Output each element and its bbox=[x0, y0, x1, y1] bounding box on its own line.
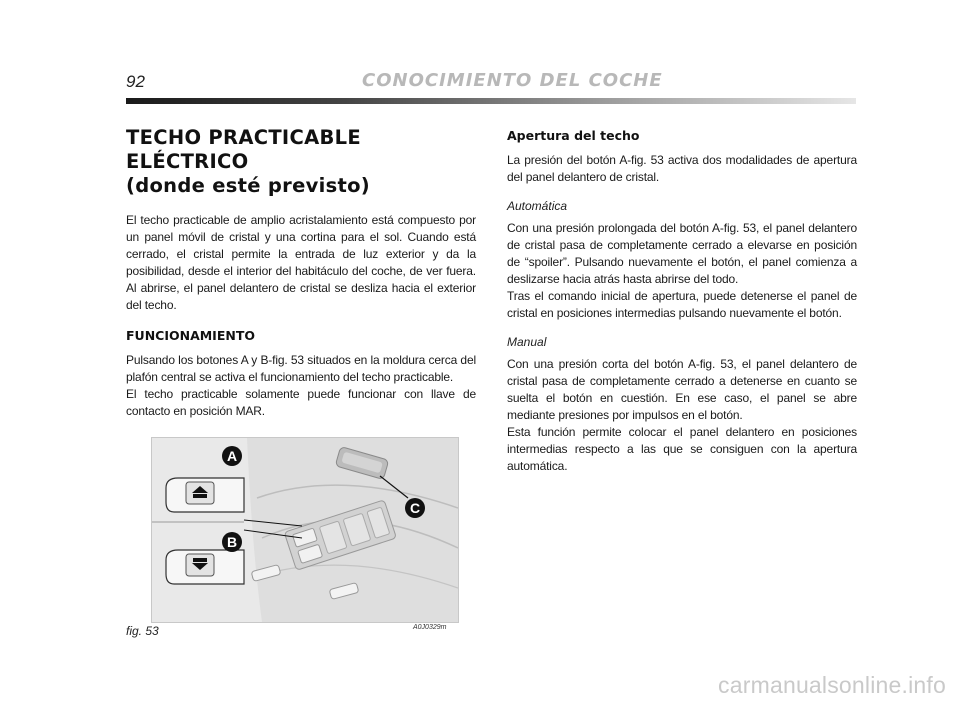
main-title-line1: TECHO PRACTICABLE ELÉCTRICO bbox=[126, 126, 361, 173]
figure-53 bbox=[151, 437, 459, 623]
header-rule bbox=[126, 98, 856, 104]
figure-code: A0J0329m bbox=[413, 624, 447, 631]
label-b-badge bbox=[222, 532, 242, 552]
apertura-paragraph: La presión del botón A-fig. 53 activa dos modalidades de apertura del panel delantero de cristal. bbox=[507, 153, 857, 184]
label-c: C bbox=[409, 500, 421, 516]
label-c-badge bbox=[405, 498, 425, 518]
main-title bbox=[126, 126, 476, 198]
automatica-paragraph-1: Con una presión prolongada del botón A-fig. 53, el panel delantero de cristal pasa de completamente cerrado a elevarse en posición de “spoiler”. Pulsando nuevamente el botón, el panel comienza a deslizarse hacia atrás hasta abrirse del todo. bbox=[507, 221, 857, 286]
manual-heading: Manual bbox=[507, 335, 547, 349]
label-a: A bbox=[226, 448, 238, 464]
intro-paragraph: El techo practicable de amplio acristalamiento está compuesto por un panel móvil de cristal y una cortina para el sol. Cuando está cerrado, el cristal permite la entrada de luz exterior y da la posibilidad, desde el interior del habitáculo del coche, de ver fuera. Al abrirse, el panel delantero de cristal se desliza hacia el exterior del techo. bbox=[126, 213, 476, 312]
figure-caption: fig. 53 bbox=[126, 624, 159, 638]
automatica-heading: Automática bbox=[507, 199, 568, 213]
label-b: B bbox=[226, 534, 238, 550]
watermark: carmanualsonline.info bbox=[718, 672, 946, 698]
button-b-inset bbox=[166, 550, 244, 584]
apertura-heading: Apertura del techo bbox=[507, 128, 640, 143]
funcionamiento-paragraph-1: Pulsando los botones A y B-fig. 53 situados en la moldura cerca del plafón central se activa el funcionamiento del techo practicable. bbox=[126, 353, 476, 384]
button-a-inset bbox=[166, 478, 244, 512]
right-column bbox=[507, 126, 857, 475]
section-title: CONOCIMIENTO DEL COCHE bbox=[362, 70, 663, 91]
main-title-line2: (donde esté previsto) bbox=[126, 174, 371, 197]
funcionamiento-paragraph-2: El techo practicable solamente puede funcionar con llave de contacto en posición MAR. bbox=[126, 387, 476, 418]
funcionamiento-heading: FUNCIONAMIENTO bbox=[126, 328, 255, 343]
automatica-paragraph-2: Tras el comando inicial de apertura, puede detenerse el panel de cristal en posiciones intermedias pulsando nuevamente el botón. bbox=[507, 289, 857, 320]
figure-illustration bbox=[152, 438, 458, 622]
label-a-badge bbox=[222, 446, 242, 466]
manual-paragraph-1: Con una presión corta del botón A-fig. 53, el panel delantero de cristal pasa de completamente cerrado a detenerse en cuanto se suelta el botón en cuestión. En ese caso, el panel se abre mediante presiones por impulsos en el botón. bbox=[507, 357, 857, 422]
left-column bbox=[126, 126, 476, 420]
manual-paragraph-2: Esta función permite colocar el panel delantero en posiciones intermedias respecto a las que se consiguen con la apertura automática. bbox=[507, 425, 857, 473]
page-number: 92 bbox=[126, 72, 145, 91]
